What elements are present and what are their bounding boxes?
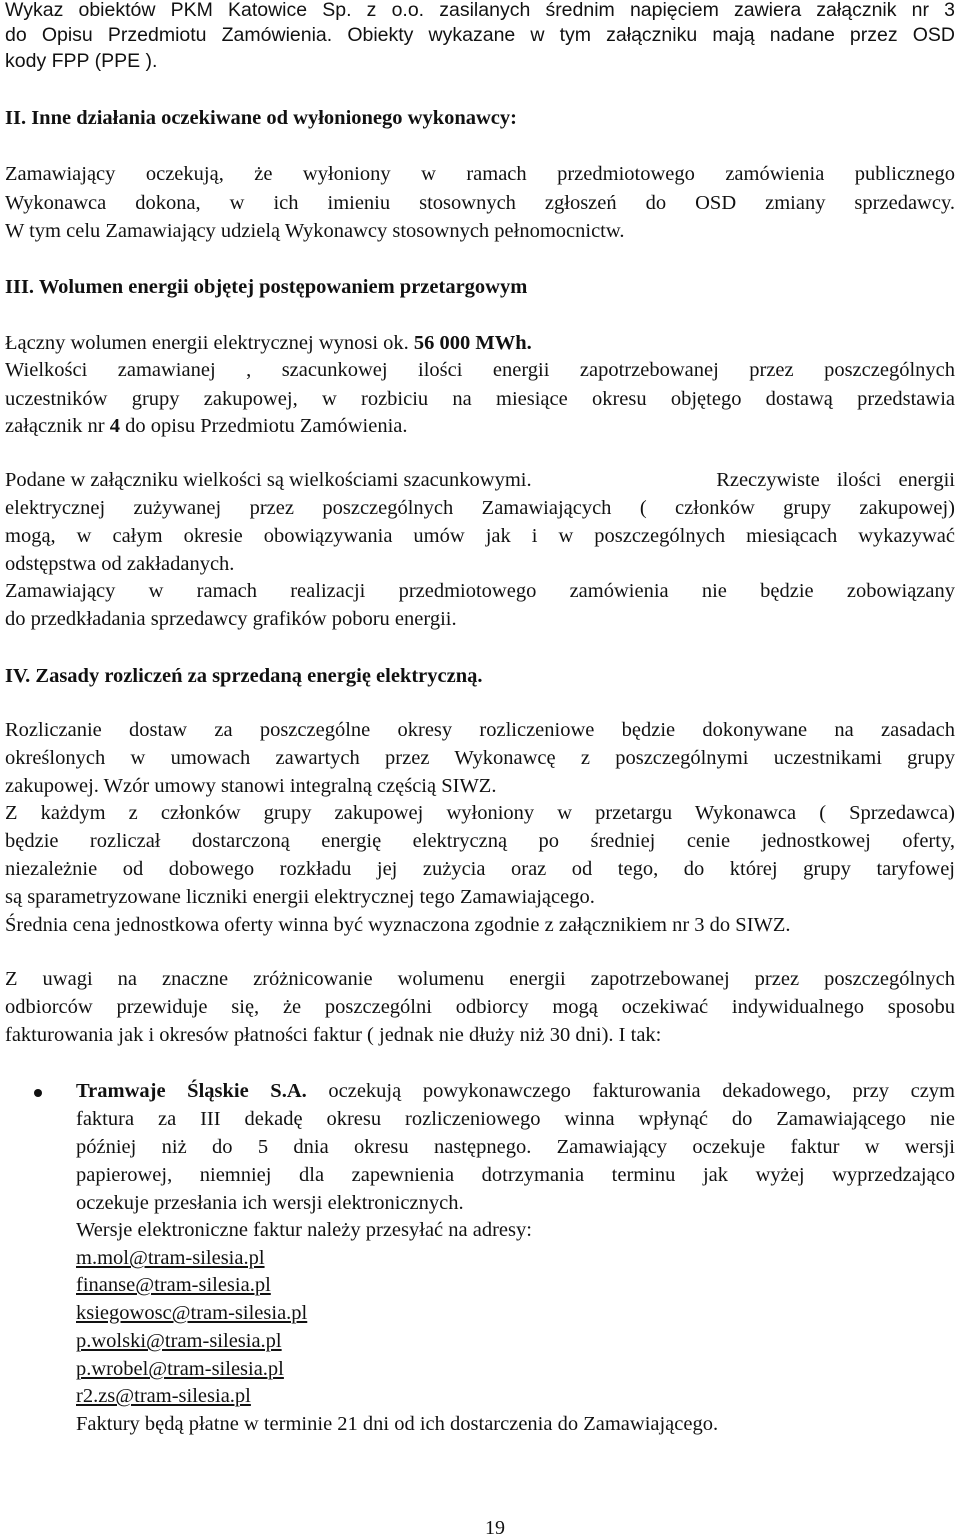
attachment-ref-text: załącznik nr bbox=[5, 415, 105, 437]
email-link[interactable] bbox=[76, 1382, 251, 1410]
email-link-text[interactable]: r2.zs@tram-silesia.pl bbox=[76, 1385, 251, 1407]
email-link-text[interactable]: m.mol@tram-silesia.pl bbox=[76, 1247, 265, 1269]
payment-terms: Faktury będą płatne w terminie 21 dni od ich dostarczenia do Zamawiającego. bbox=[76, 1413, 719, 1435]
company-name: Tramwaje Śląskie S.A. bbox=[76, 1080, 307, 1102]
bullet-line-4: papierowej, niemniej dla zapewnienia dotrzymania terminu jak wyżej wyprzedzająco bbox=[76, 1164, 955, 1186]
section-4-line-2: określonych w umowach zawartych przez Wykonawcę z poszczególnymi uczestnikami grupy bbox=[5, 747, 955, 769]
email-link[interactable] bbox=[76, 1271, 271, 1299]
section-4-line-4: Z każdym z członków grupy zakupowej wyłoniony w przetargu Wykonawca ( Sprzedawca) bbox=[5, 802, 955, 824]
estimates-line bbox=[5, 466, 955, 494]
volume-text: Łączny wolumen energii elektrycznej wynosi ok. bbox=[5, 332, 409, 354]
section-3-line-9: do przedkładania sprzedawcy grafików poboru energii. bbox=[5, 608, 457, 630]
bullet-line-3: później niż do 5 dnia okresu następnego. Zamawiający oczekuje faktur w wersji bbox=[76, 1136, 955, 1158]
section-4-heading: IV. Zasady rozliczeń za sprzedaną energię elektryczną. bbox=[5, 665, 483, 687]
section-4-line-5: będzie rozliczał dostarczoną energię elektryczną po średniej cenie jednostkowej oferty, bbox=[5, 830, 955, 852]
section-4-line-1: Rozliczanie dostaw za poszczególne okresy rozliczeniowe będzie dokonywane na zasadach bbox=[5, 719, 955, 741]
section-2-heading: II. Inne działania oczekiwane od wyłonionego wykonawcy: bbox=[5, 107, 517, 129]
section-3-line-6: mogą, w całym okresie obowiązywania umów jak i w poszczególnych miesiącach wykazywać bbox=[5, 525, 955, 547]
intro-line-1: Wykaz obiektów PKM Katowice Sp. z o.o. zasilanych średnim napięciem zawiera załącznik nr 3 bbox=[5, 0, 955, 21]
attachment-number: 4 bbox=[109, 415, 120, 437]
section-3-heading: III. Wolumen energii objętej postępowaniem przetargowym bbox=[5, 276, 528, 298]
estimates-text: Podane w załączniku wielkości są wielkościami szacunkowymi. bbox=[5, 469, 532, 491]
bullet-icon bbox=[34, 1089, 42, 1097]
section-4-line-9: Z uwagi na znaczne zróżnicowanie wolumenu energii zapotrzebowanej przez poszczególnych bbox=[5, 968, 955, 990]
bullet-text-1: oczekują powykonawczego fakturowania dekadowego, przy czym bbox=[328, 1080, 955, 1102]
email-link-text[interactable]: p.wolski@tram-silesia.pl bbox=[76, 1330, 282, 1352]
section-3-line-2: uczestników grupy zakupowej, w rozbiciu na miesiące okresu objętego dostawą przedstawia bbox=[5, 388, 955, 410]
email-link[interactable] bbox=[76, 1299, 307, 1327]
bullet-line-1 bbox=[76, 1077, 955, 1105]
bullet-line-5: oczekuje przesłania ich wersji elektronicznych. bbox=[76, 1192, 464, 1214]
actual-quantities-text: Rzeczywiste ilości energii bbox=[716, 469, 955, 491]
page-number: 19 bbox=[485, 1517, 505, 1539]
email-link[interactable] bbox=[76, 1327, 282, 1355]
intro-line-3: kody FPP (PPE ). bbox=[5, 50, 158, 72]
email-link-text[interactable]: ksiegowosc@tram-silesia.pl bbox=[76, 1302, 308, 1324]
section-3-line-1: Wielkości zamawianej , szacunkowej ilości energii zapotrzebowanej przez poszczególnych bbox=[5, 359, 955, 381]
section-4-line-6: niezależnie od dobowego rozkładu jej zużycia oraz od tego, do której grupy taryfowej bbox=[5, 858, 955, 880]
section-2-line-2: Wykonawca dokona, w ich imieniu stosownych zgłoszeń do OSD zmiany sprzedawcy. bbox=[5, 192, 955, 214]
section-3-line-3 bbox=[5, 412, 408, 440]
volume-line bbox=[5, 329, 532, 357]
document-page bbox=[5, 0, 955, 1538]
email-link-text[interactable]: finanse@tram-silesia.pl bbox=[76, 1274, 271, 1296]
attachment-ref-rest: do opisu Przedmiotu Zamówienia. bbox=[125, 415, 408, 437]
emails-intro: Wersje elektroniczne faktur należy przesyłać na adresy: bbox=[76, 1219, 532, 1241]
email-link[interactable] bbox=[76, 1244, 265, 1272]
section-4-line-8: Średnia cena jednostkowa oferty winna być wyznaczona zgodnie z załącznikiem nr 3 do SIWZ. bbox=[5, 914, 791, 936]
section-4-line-3: zakupowej. Wzór umowy stanowi integralną częścią SIWZ. bbox=[5, 775, 497, 797]
intro-line-2: do Opisu Przedmiotu Zamówienia. Obiekty wykazane w tym załączniku mają nadane przez OSD bbox=[5, 24, 955, 46]
section-4-line-11: fakturowania jak i okresów płatności faktur ( jednak nie dłuży niż 30 dni). I tak: bbox=[5, 1024, 662, 1046]
bullet-line-2: faktura za III dekadę okresu rozliczeniowego winna wpłynąć do Zamawiającego nie bbox=[76, 1108, 955, 1130]
email-link-text[interactable]: p.wrobel@tram-silesia.pl bbox=[76, 1358, 284, 1380]
section-3-line-8: Zamawiający w ramach realizacji przedmiotowego zamówienia nie będzie zobowiązany bbox=[5, 580, 955, 602]
section-3-line-7: odstępstwa od zakładanych. bbox=[5, 553, 235, 575]
section-2-line-1: Zamawiający oczekują, że wyłoniony w ramach przedmiotowego zamówienia publicznego bbox=[5, 163, 955, 185]
email-link[interactable] bbox=[76, 1355, 284, 1383]
section-2-line-3: W tym celu Zamawiający udzielą Wykonawcy stosownych pełnomocnictw. bbox=[5, 220, 625, 242]
volume-value: 56 000 MWh. bbox=[413, 332, 532, 354]
section-4-line-7: są sparametryzowane liczniki energii elektrycznej tego Zamawiającego. bbox=[5, 886, 595, 908]
section-3-line-5: elektrycznej zużywanej przez poszczególnych Zamawiających ( członków grupy zakupowej) bbox=[5, 497, 955, 519]
section-4-line-10: odbiorców przewiduje się, że poszczególni odbiorcy mogą oczekiwać indywidualnego sposobu bbox=[5, 996, 955, 1018]
